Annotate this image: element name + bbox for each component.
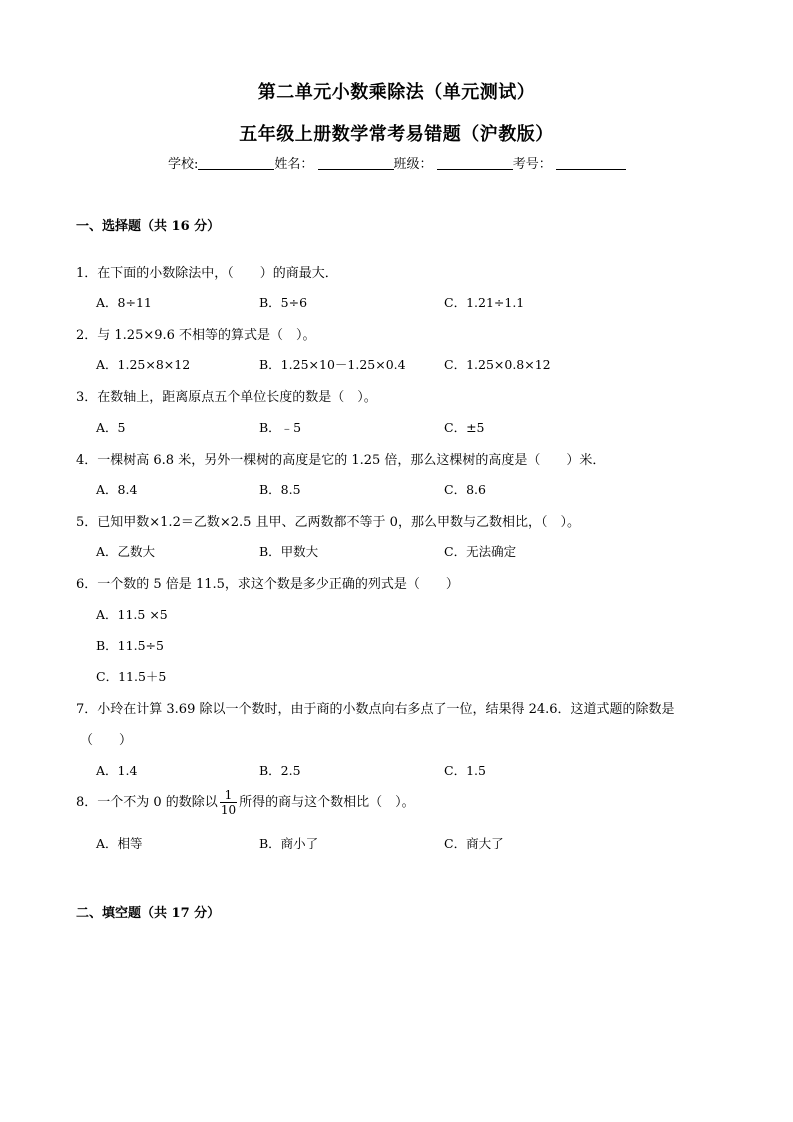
section-title-fill-in: 二、填空题（共 17 分） bbox=[76, 906, 221, 921]
option-b: B．8.5 bbox=[259, 482, 301, 497]
option-c: C．无法确定 bbox=[444, 544, 517, 559]
option-b: B．甲数大 bbox=[259, 544, 319, 559]
student-info-line bbox=[168, 153, 626, 172]
option-c: C．商大了 bbox=[444, 836, 504, 851]
option-a: A．相等 bbox=[96, 836, 143, 851]
question-stem: 5．已知甲数×1.2＝乙数×2.5 且甲、乙两数都不等于 0，那么甲数与乙数相比，（ ）。 bbox=[76, 515, 580, 530]
section-title-choice: 一、选择题（共 16 分） bbox=[76, 219, 221, 234]
question-stem bbox=[76, 788, 415, 817]
question-stem: 3．在数轴上，距离原点五个单位长度的数是（ ）。 bbox=[76, 390, 377, 405]
fraction-one-tenth bbox=[220, 788, 237, 817]
number-label: 考号： bbox=[512, 157, 552, 172]
option-c: C．1.25×0.8×12 bbox=[444, 357, 551, 372]
question-stem: 4．一棵树高 6.8 米，另外一棵树的高度是它的 1.25 倍，那么这棵树的高度是（ ）米． bbox=[76, 453, 606, 468]
option-b: B．5÷6 bbox=[259, 295, 308, 310]
option-c: C．8.6 bbox=[444, 482, 486, 497]
number-blank[interactable] bbox=[556, 156, 626, 170]
option-b: B．1.25×10－1.25×0.4 bbox=[259, 357, 406, 372]
option-b: B．﹣5 bbox=[259, 420, 302, 435]
option-a: A．1.4 bbox=[96, 763, 138, 778]
option-a: A．8÷11 bbox=[96, 295, 152, 310]
option-a: A．1.25×8×12 bbox=[96, 357, 191, 372]
stem-after-fraction: 所得的商与这个数相比（ ）。 bbox=[239, 795, 415, 810]
option-a: A．8.4 bbox=[96, 482, 138, 497]
question-stem: 2．与 1.25×9.6 不相等的算式是（ ）。 bbox=[76, 328, 316, 343]
question-stem: 6．一个数的 5 倍是 11.5，求这个数是多少正确的列式是（ ） bbox=[76, 577, 459, 592]
class-label: 班级： bbox=[393, 157, 433, 172]
option-a: A．11.5 ×5 bbox=[96, 607, 168, 622]
name-blank[interactable] bbox=[318, 156, 394, 170]
title-line-1: 第二单元小数乘除法（单元测试） bbox=[257, 82, 536, 103]
option-c: C．11.5＋5 bbox=[96, 669, 167, 684]
stem-before-fraction: 8．一个不为 0 的数除以 bbox=[76, 795, 218, 810]
option-c: C．1.5 bbox=[444, 763, 486, 778]
class-blank[interactable] bbox=[437, 156, 513, 170]
option-c: C．1.21÷1.1 bbox=[444, 295, 525, 310]
school-blank[interactable] bbox=[198, 156, 274, 170]
question-stem-continuation: （ ） bbox=[80, 733, 133, 748]
title-line-2: 五年级上册数学常考易错题（沪教版） bbox=[239, 124, 554, 145]
school-label: 学校: bbox=[168, 157, 199, 172]
name-label: 姓名： bbox=[274, 157, 314, 172]
option-a: A．乙数大 bbox=[96, 544, 156, 559]
option-c: C．±5 bbox=[444, 420, 485, 435]
option-b: B．商小了 bbox=[259, 836, 319, 851]
fraction-denominator: 10 bbox=[220, 803, 237, 817]
option-b: B．11.5÷5 bbox=[96, 638, 164, 653]
question-stem: 1．在下面的小数除法中，（ ）的商最大． bbox=[76, 266, 338, 281]
question-stem: 7．小玲在计算 3.69 除以一个数时，由于商的小数点向右多点了一位，结果得 24.6．这道式题的除数是 bbox=[76, 702, 675, 717]
option-b: B．2.5 bbox=[259, 763, 301, 778]
fraction-numerator: 1 bbox=[220, 788, 237, 803]
option-a: A．5 bbox=[96, 420, 126, 435]
